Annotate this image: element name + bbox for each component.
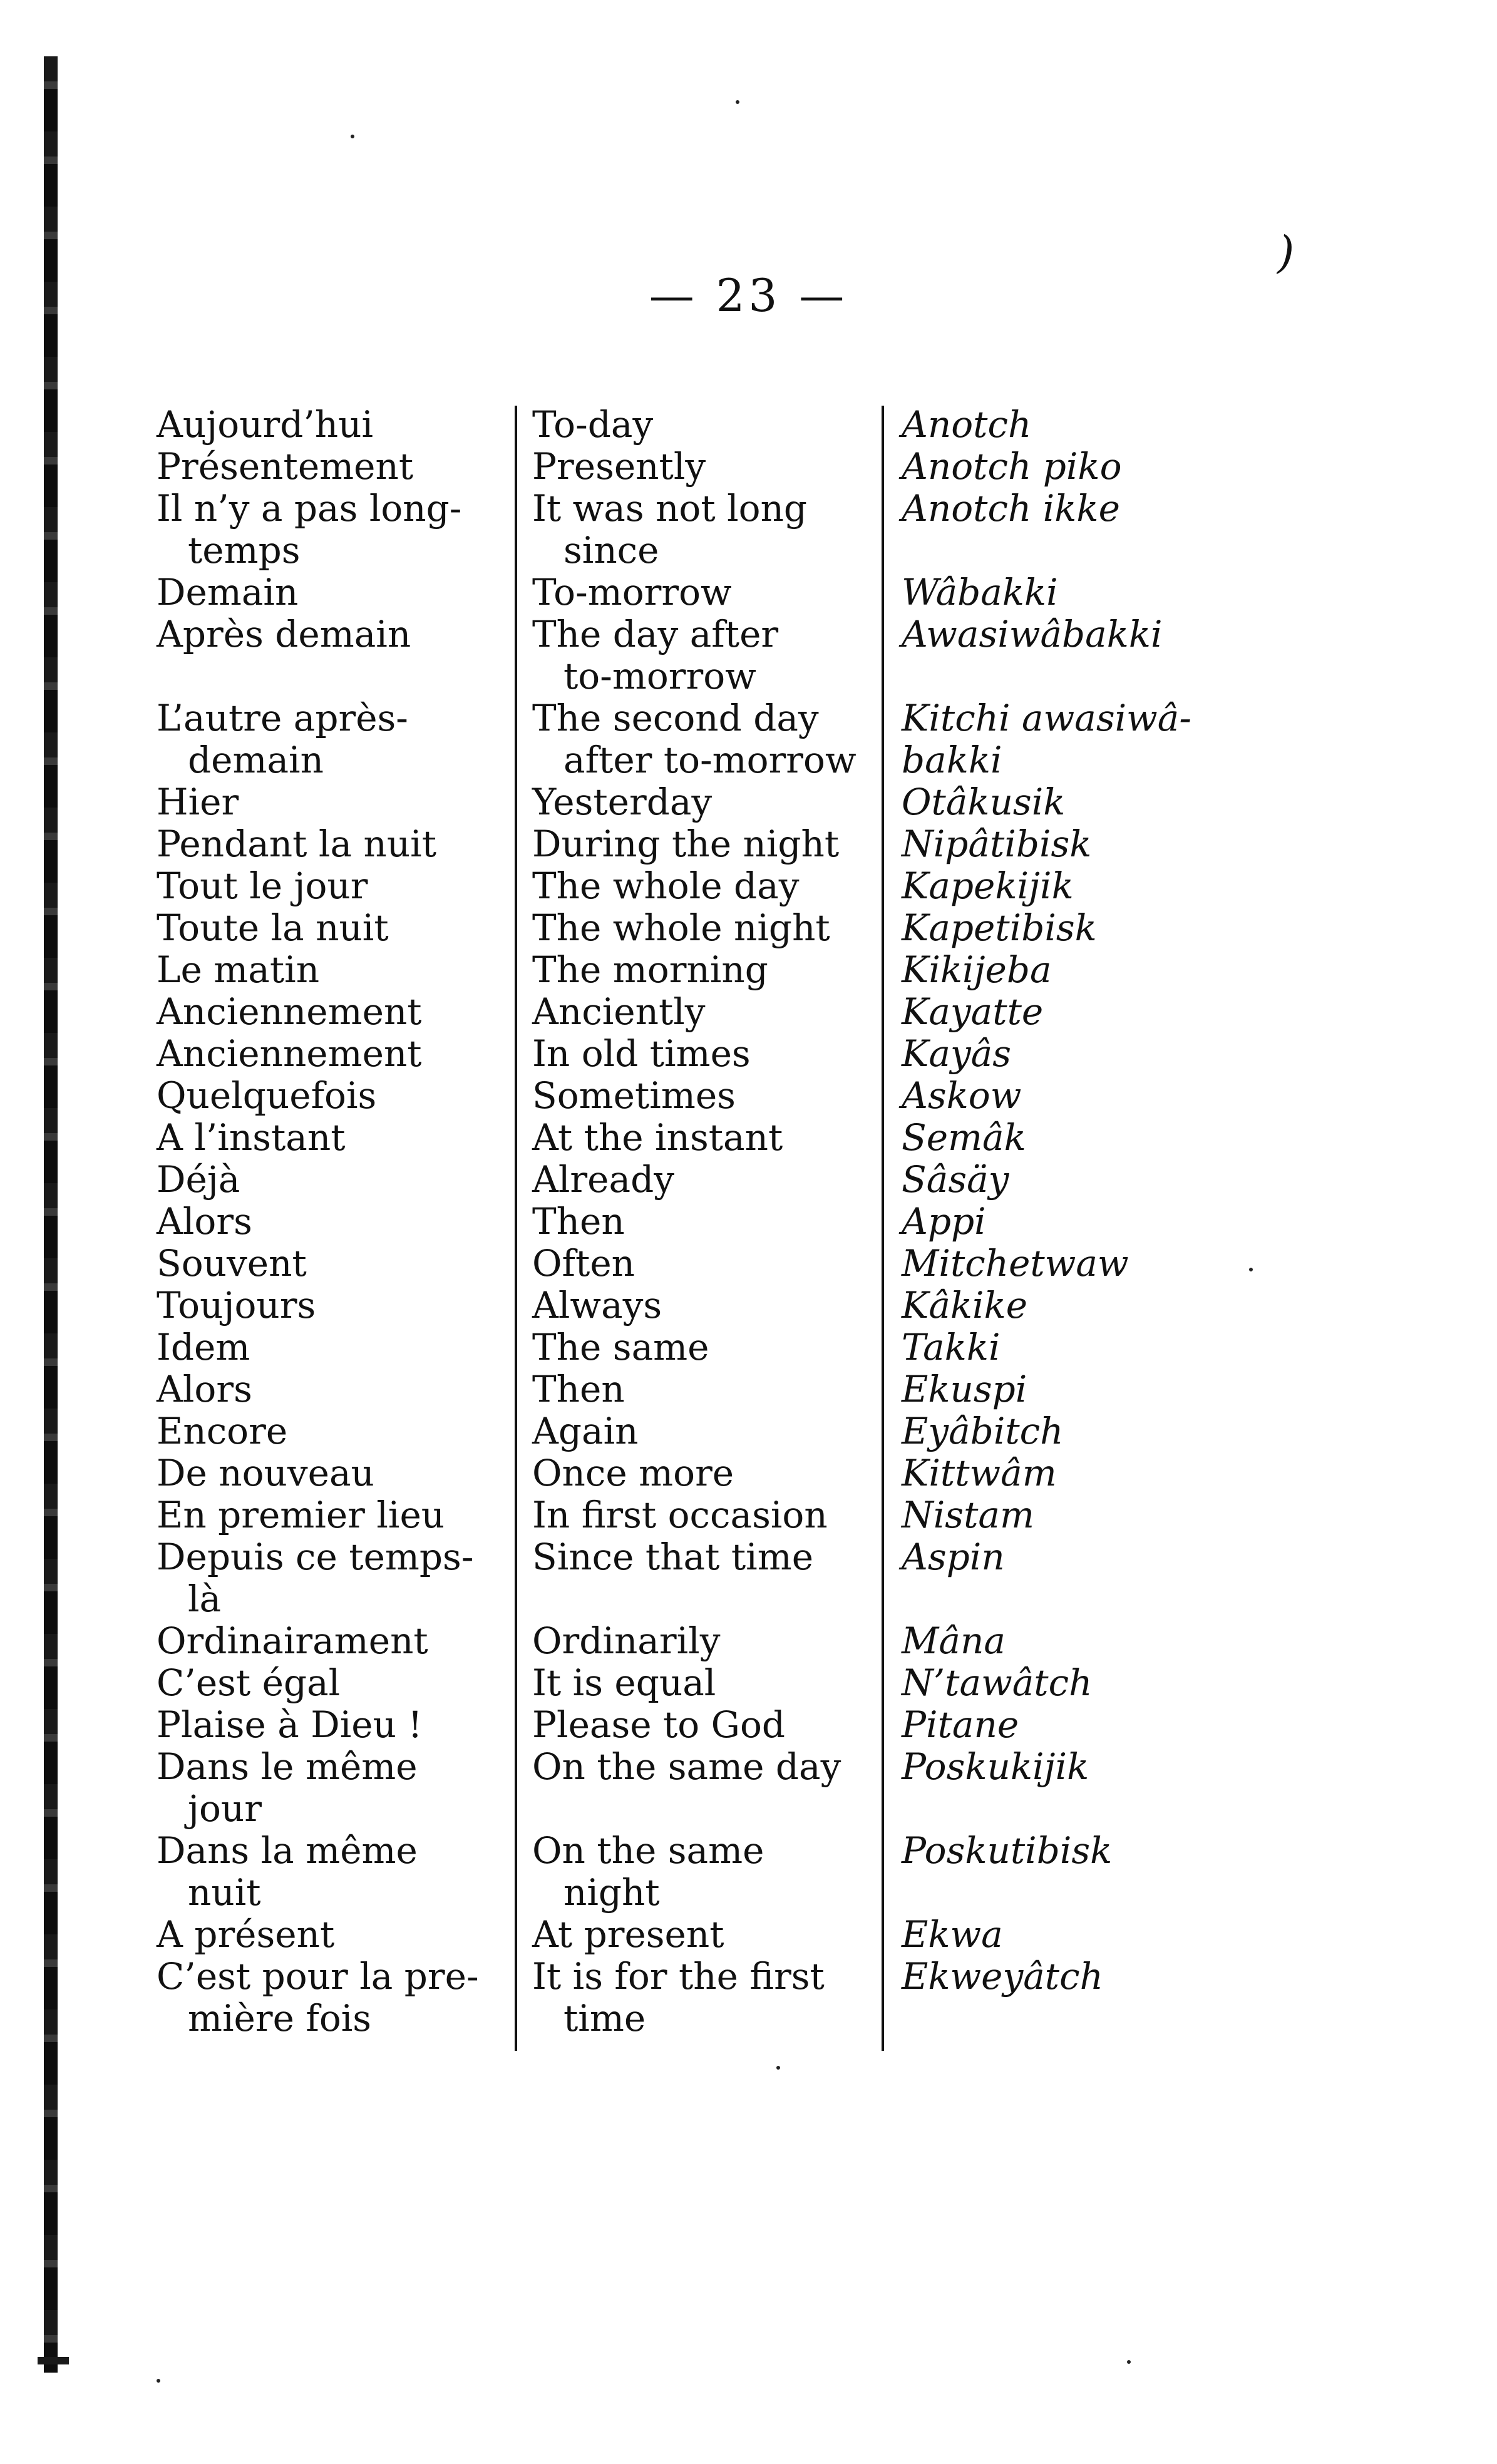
vocabulary-table [157,404,1221,2040]
print-speck [1127,2360,1131,2364]
french-term-line: L’autre après- [157,697,408,739]
french-term-line: Dans la même [157,1829,418,1872]
native-term-line: Pitane [902,1703,1019,1746]
native-term [902,1956,1227,1998]
native-term-line: Kâkike [902,1284,1028,1327]
vocab-row [157,1536,1221,1620]
english-term [532,1746,877,1788]
vocab-row [157,1285,1221,1327]
native-term [902,1117,1227,1159]
native-term [902,949,1227,991]
vocab-row [157,1914,1221,1956]
french-term-line: Alors [157,1200,252,1243]
native-term [902,1410,1227,1452]
native-term-line: Eyâbitch [902,1410,1064,1452]
english-term-line: Already [532,1158,674,1201]
native-term-line: Kikijeba [902,948,1052,991]
english-term [532,404,877,446]
french-term-line: Hier [157,781,239,823]
vocab-row [157,1494,1221,1536]
vocab-row [157,1327,1221,1368]
english-term [532,1914,877,1956]
english-term-line: Ordinarily [532,1620,721,1662]
english-term-line: Often [532,1242,635,1285]
english-term-line: During the night [532,823,840,865]
vocab-row [157,1662,1221,1704]
native-term [902,446,1227,488]
native-term-line: Mâna [902,1620,1006,1662]
french-term-line: Après demain [157,613,411,655]
native-term-line: Ekuspi [902,1368,1027,1410]
french-term-line: nuit [188,1871,261,1914]
page-number: — 23 — [649,269,848,322]
french-term-line: Plaise à Dieu ! [157,1703,423,1746]
english-term-line: In first occasion [532,1494,828,1536]
native-term [902,488,1227,530]
native-term [902,1704,1227,1746]
margin-mark: ) [1277,227,1295,278]
native-term-line: Mitchetwaw [902,1242,1129,1285]
french-term-line: Demain [157,571,299,613]
french-term [157,1117,501,1159]
vocab-row [157,1830,1221,1914]
print-speck [157,2379,160,2383]
native-term-line: Askow [902,1074,1022,1117]
english-term [532,446,877,488]
english-term-line: To-morrow [532,571,732,613]
french-term-line: Aujourd’hui [157,403,374,446]
native-term [902,697,1227,781]
french-term [157,613,501,655]
vocab-row [157,572,1221,613]
native-term [902,823,1227,865]
french-term [157,1830,501,1914]
english-term-line: The day after [532,613,779,655]
french-term [157,446,501,488]
french-term [157,1159,501,1201]
english-term [532,949,877,991]
native-term [902,572,1227,613]
french-term-line: Le matin [157,948,320,991]
native-term-line: Appi [902,1200,986,1243]
french-term [157,1494,501,1536]
english-term-line: to-morrow [563,655,756,697]
print-speck [736,100,739,104]
french-term-line: De nouveau [157,1452,374,1494]
french-term-line: C’est égal [157,1661,341,1704]
native-term [902,1830,1227,1872]
native-term-line: Kitchi awasiwâ- [902,697,1191,739]
native-term [902,1536,1227,1578]
english-term-line: The second day [532,697,819,739]
english-term [532,991,877,1033]
english-term-line: after to-morrow [563,739,857,781]
english-term [532,1704,877,1746]
french-term [157,488,501,572]
vocab-row [157,1033,1221,1075]
french-term-line: Souvent [157,1242,307,1285]
vocab-row [157,823,1221,865]
french-term [157,1285,501,1327]
french-term-line: Présentement [157,445,414,488]
vocab-row [157,1956,1221,2040]
native-term-line: Kittwâm [902,1452,1057,1494]
vocab-row [157,1075,1221,1117]
vocab-row [157,865,1221,907]
english-term [532,613,877,697]
french-term-line: Toute la nuit [157,906,389,949]
english-term-line: To-day [532,403,654,446]
english-term [532,1117,877,1159]
french-term [157,949,501,991]
vocab-row [157,697,1221,781]
french-term-line: mière fois [188,1997,372,2040]
french-term [157,1201,501,1243]
vocab-row [157,991,1221,1033]
native-term [902,1243,1227,1285]
native-term-line: Ekweyâtch [902,1955,1103,1998]
english-term-line: On the same [532,1829,764,1872]
vocab-row [157,1243,1221,1285]
native-term-line: N’tawâtch [902,1661,1093,1704]
french-term-line: Alors [157,1368,252,1410]
native-term [902,1662,1227,1704]
english-term-line: The whole day [532,865,800,907]
native-term-line: Nistam [902,1494,1034,1536]
native-term [902,1033,1227,1075]
native-term [902,613,1227,655]
french-term-line: Depuis ce temps- [157,1536,474,1578]
english-term-line: Then [532,1368,625,1410]
french-term-line: En premier lieu [157,1494,445,1536]
english-term-line: Sometimes [532,1074,736,1117]
native-term-line: Kapekijik [902,865,1074,907]
english-term-line: Presently [532,445,706,488]
french-term [157,697,501,781]
print-speck [776,2066,780,2070]
vocab-row [157,1620,1221,1662]
english-term-line: time [563,1997,646,2040]
french-term-line: Ordinairament [157,1620,428,1662]
native-term [902,1327,1227,1368]
native-term-line: Semâk [902,1116,1026,1159]
native-term-line: Takki [902,1326,1001,1368]
english-term-line: Yesterday [532,781,712,823]
native-term-line: bakki [902,739,1002,781]
french-term [157,1452,501,1494]
native-term-line: Sâsäy [902,1158,1009,1201]
english-term [532,781,877,823]
french-term-line: Toujours [157,1284,316,1327]
french-term [157,1327,501,1368]
vocab-row [157,781,1221,823]
french-term [157,1075,501,1117]
english-term [532,865,877,907]
french-term [157,1536,501,1620]
native-term [902,1914,1227,1956]
english-term [532,1243,877,1285]
native-term [902,1620,1227,1662]
french-term-line: Anciennement [157,1032,422,1075]
french-term-line: Quelquefois [157,1074,377,1117]
english-term [532,1956,877,2040]
english-term-line: It is for the first [532,1955,825,1998]
french-term-line: A présent [157,1913,335,1956]
native-term-line: Otâkusik [902,781,1066,823]
vocab-row [157,1452,1221,1494]
french-term [157,991,501,1033]
english-term [532,572,877,613]
vocab-row [157,1704,1221,1746]
french-term [157,1704,501,1746]
french-term [157,865,501,907]
english-term-line: At the instant [532,1116,783,1159]
vocab-row [157,1410,1221,1452]
french-term-line: C’est pour la pre- [157,1955,479,1998]
french-term-line: jour [188,1787,262,1830]
english-term [532,697,877,781]
french-term-line: Il n’y a pas long- [157,487,462,530]
native-term [902,1201,1227,1243]
binding-edge-tail [38,2357,69,2364]
print-speck [351,135,354,138]
french-term [157,907,501,949]
french-term [157,1662,501,1704]
vocab-row [157,1368,1221,1410]
english-term [532,488,877,572]
english-term [532,1075,877,1117]
english-term-line: Once more [532,1452,734,1494]
french-term [157,823,501,865]
native-term-line: Kayâs [902,1032,1012,1075]
native-term-line: Poskutibisk [902,1829,1113,1872]
french-term [157,1368,501,1410]
native-term-line: Nipâtibisk [902,823,1092,865]
french-term-line: Tout le jour [157,865,368,907]
english-term-line: Please to God [532,1703,786,1746]
english-term [532,1830,877,1914]
vocab-row [157,949,1221,991]
native-term [902,1452,1227,1494]
native-term [902,1746,1227,1788]
native-term [902,781,1227,823]
native-term [902,404,1227,446]
vocab-row [157,1201,1221,1243]
native-term-line: Anotch piko [902,445,1122,488]
english-term [532,1410,877,1452]
vocab-row [157,1746,1221,1830]
english-term-line: On the same day [532,1745,841,1788]
french-term [157,1956,501,2040]
native-term [902,1494,1227,1536]
native-term [902,907,1227,949]
english-term [532,1327,877,1368]
english-term-line: In old times [532,1032,751,1075]
english-term [532,1536,877,1578]
english-term-line: It is equal [532,1661,716,1704]
english-term [532,1368,877,1410]
french-term-line: Anciennement [157,990,422,1033]
vocab-row [157,907,1221,949]
french-term-line: là [188,1578,222,1620]
french-term [157,1620,501,1662]
french-term-line: Idem [157,1326,250,1368]
french-term-line: demain [188,739,324,781]
native-term [902,1075,1227,1117]
english-term-line: since [563,529,659,572]
french-term-line: Déjà [157,1158,240,1201]
english-term [532,907,877,949]
native-term [902,1285,1227,1327]
english-term [532,1452,877,1494]
french-term-line: temps [188,529,301,572]
native-term [902,991,1227,1033]
vocab-row [157,488,1221,572]
native-term-line: Aspin [902,1536,1005,1578]
french-term-line: Pendant la nuit [157,823,437,865]
english-term-line: The same [532,1326,709,1368]
native-term-line: Kayatte [902,990,1044,1033]
native-term [902,1159,1227,1201]
french-term-line: A l’instant [157,1116,346,1159]
binding-edge [44,56,58,2373]
english-term [532,1159,877,1201]
english-term-line: Since that time [532,1536,814,1578]
english-term-line: Again [532,1410,639,1452]
vocab-row [157,404,1221,446]
print-speck [1249,1268,1253,1271]
native-term-line: Wâbakki [902,571,1058,613]
native-term-line: Poskukijik [902,1745,1089,1788]
english-term [532,823,877,865]
french-term [157,1746,501,1830]
native-term [902,865,1227,907]
native-term-line: Kapetibisk [902,906,1097,949]
native-term-line: Anotch [902,403,1032,446]
vocab-row [157,446,1221,488]
french-term [157,404,501,446]
english-term [532,1201,877,1243]
english-term [532,1494,877,1536]
english-term-line: The whole night [532,906,830,949]
native-term [902,1368,1227,1410]
french-term [157,572,501,613]
english-term [532,1033,877,1075]
french-term-line: Dans le même [157,1745,418,1788]
native-term-line: Ekwa [902,1913,1003,1956]
native-term-line: Awasiwâbakki [902,613,1163,655]
english-term-line: night [563,1871,660,1914]
french-term-line: Encore [157,1410,288,1452]
english-term-line: The morning [532,948,768,991]
french-term [157,1033,501,1075]
french-term [157,781,501,823]
english-term-line: Anciently [532,990,706,1033]
vocab-row [157,1159,1221,1201]
english-term [532,1285,877,1327]
french-term [157,1914,501,1956]
english-term-line: It was not long [532,487,808,530]
vocab-row [157,613,1221,697]
english-term [532,1620,877,1662]
vocab-row [157,1117,1221,1159]
french-term [157,1243,501,1285]
native-term-line: Anotch ikke [902,487,1120,530]
french-term [157,1410,501,1452]
english-term-line: Then [532,1200,625,1243]
english-term [532,1662,877,1704]
english-term-line: Always [532,1284,662,1327]
english-term-line: At present [532,1913,724,1956]
